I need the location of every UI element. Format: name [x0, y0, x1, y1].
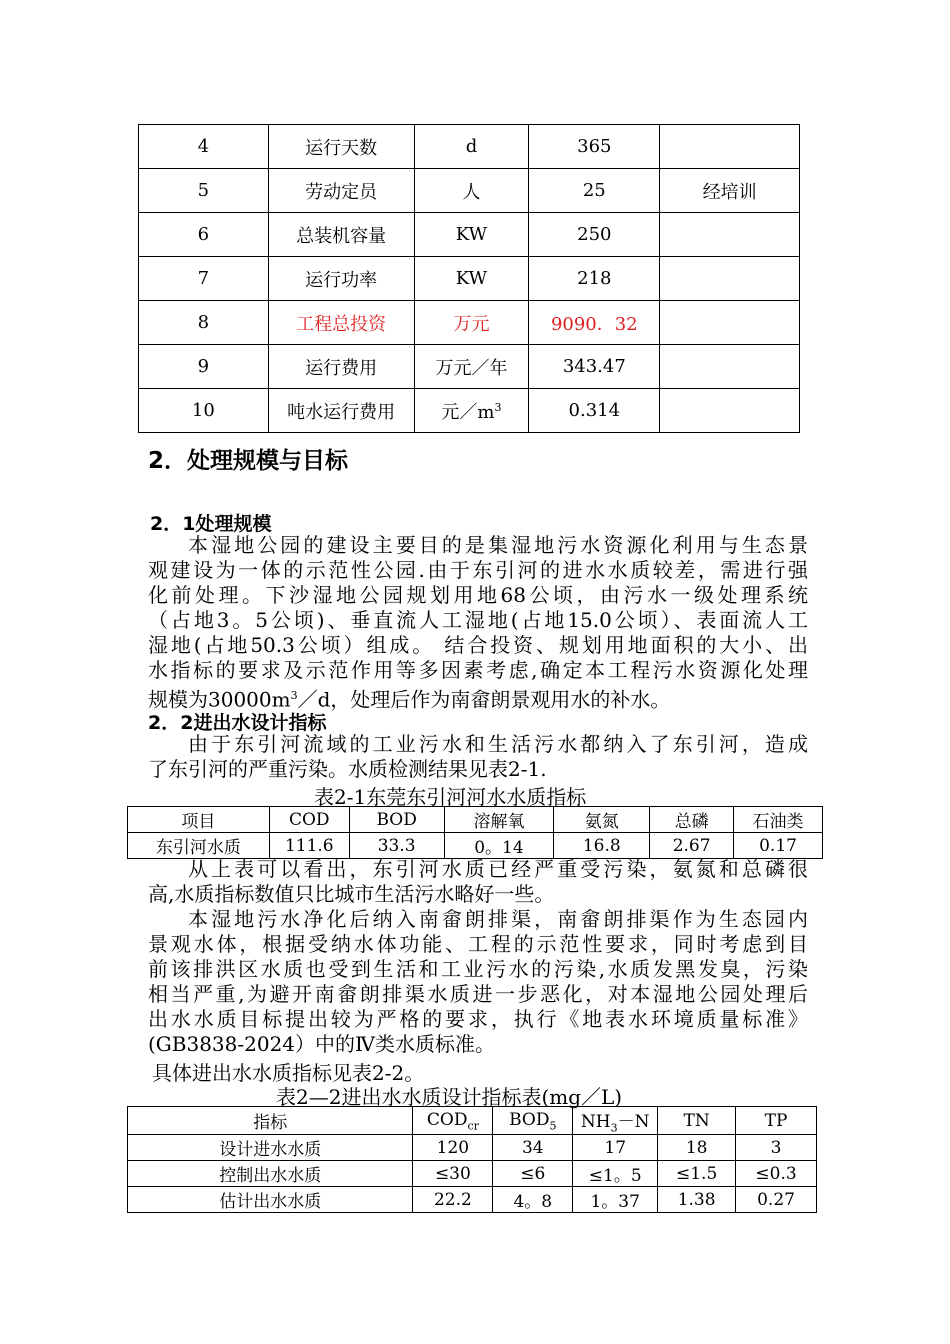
row-unit: KW — [414, 213, 529, 257]
paragraph-wetland: 本湿地污水净化后纳入南畲朗排渠，南畲朗排渠作为生态园内 景观水体，根据受纳水体功能、工程的示范性要求，同时考虑到目 前该排洪区水质也受到生活和工业污水的污染,水质发黑发臭，污染 相当严重,为避开南畲朗排渠水质进一步恶化，对本湿地公园处理后 出水水质目标提出较为严格的要求，执行《地表水环境质量标准》 (GB3838-2024）中的Ⅳ类水质标准。 — [148, 907, 808, 1056]
row-value: 9090．32 — [529, 301, 660, 345]
row-note — [660, 345, 800, 389]
row-note — [660, 213, 800, 257]
table-row — [139, 125, 800, 169]
row-number: 7 — [139, 257, 269, 301]
see-table-note: 具体进出水水质指标见表2-2。 — [152, 1061, 425, 1085]
table-caption: 表2—2进出水水质设计指标表(mg／L) — [276, 1085, 623, 1109]
table-row: 估计出水水质 22.2 4。8 1。37 1.38 0.27 — [128, 1187, 817, 1213]
table-row — [139, 213, 800, 257]
row-unit: 万元 — [414, 301, 529, 345]
row-number: 9 — [139, 345, 269, 389]
row-value: 365 — [529, 125, 660, 169]
design-index-table — [127, 1106, 817, 1213]
section-heading: 2．处理规模与目标 — [148, 448, 349, 474]
row-value: 250 — [529, 213, 660, 257]
row-note — [660, 257, 800, 301]
row-number: 4 — [139, 125, 269, 169]
table-row: 设计进水水质 120 34 17 18 3 — [128, 1135, 817, 1161]
table-header-row: 指标 $COD_{cr}$ $BOD_5$ $NH_3-N$ TN TP — [128, 1107, 817, 1135]
subsection-heading: 2．1处理规模 — [150, 513, 272, 535]
row-value: 25 — [529, 169, 660, 213]
paragraph-analysis: 从上表可以看出，东引河水质已经严重受污染，氨氮和总磷很 高,水质指标数值只比城市生活污水略好一些。 — [148, 857, 808, 906]
row-item: 总装机容量 — [268, 213, 414, 257]
row-item: 运行天数 — [268, 125, 414, 169]
table-row — [139, 169, 800, 213]
paragraph-pollution: 由于东引河流域的工业污水和生活污水都纳入了东引河，造成 了东引河的严重污染。水质检测结果见表2-1. — [148, 732, 808, 781]
table-row — [139, 345, 800, 389]
row-item: 运行费用 — [268, 345, 414, 389]
table-caption: 表2-1东莞东引河河水水质指标 — [314, 785, 587, 809]
river-water-quality-table — [127, 806, 823, 859]
table-row-highlighted — [139, 301, 800, 345]
row-number: 10 — [139, 389, 269, 433]
row-item: 吨水运行费用 — [268, 389, 414, 433]
row-unit: 万元／年 — [414, 345, 529, 389]
table-row: 控制出水水质 ≤30 ≤6 ≤1。5 ≤1.5 ≤0.3 — [128, 1161, 817, 1187]
row-value: 218 — [529, 257, 660, 301]
subsection-heading: 2．2进出水设计指标 — [148, 712, 327, 734]
table-row — [139, 257, 800, 301]
row-item: 劳动定员 — [268, 169, 414, 213]
row-number: 8 — [139, 301, 269, 345]
row-unit: 元$/m^3$ — [414, 389, 529, 433]
project-summary-table — [138, 124, 800, 433]
table-header-row: 项目 COD BOD 溶解氧 氨氮 总磷 石油类 — [128, 807, 823, 833]
row-value: 0.314 — [529, 389, 660, 433]
row-value: 343.47 — [529, 345, 660, 389]
row-unit: 人 — [414, 169, 529, 213]
table-row: 东引河水质 111.6 33.3 0。14 16.8 2.67 0.17 — [128, 833, 823, 859]
table-row — [139, 389, 800, 433]
row-unit: KW — [414, 257, 529, 301]
row-item: 工程总投资 — [268, 301, 414, 345]
row-note — [660, 301, 800, 345]
row-unit: d — [414, 125, 529, 169]
row-number: 5 — [139, 169, 269, 213]
row-note — [660, 389, 800, 433]
row-number: 6 — [139, 213, 269, 257]
paragraph-scale: 本湿地公园的建设主要目的是集湿地污水资源化利用与生态景 观建设为一体的示范性公园.由于东引河的进水水质较差，需进行强 化前处理。下沙湿地公园规划用地68公顷，由污水一级处理系统 （占地3。5公顷)、垂直流人工湿地(占地15.0公顷）、表面流人工 湿地(占地50.3公顷）组成。 结合投资、规划用地面积的大小、出 水指标的要求及示范作用等多因素考虑,确定本工程污水资源化处理 规模为$30000m^3/d$，处理后作为南畲朗景观用水的补水。 — [148, 533, 808, 712]
row-note: 经培训 — [660, 169, 800, 213]
row-item: 运行功率 — [268, 257, 414, 301]
row-note — [660, 125, 800, 169]
